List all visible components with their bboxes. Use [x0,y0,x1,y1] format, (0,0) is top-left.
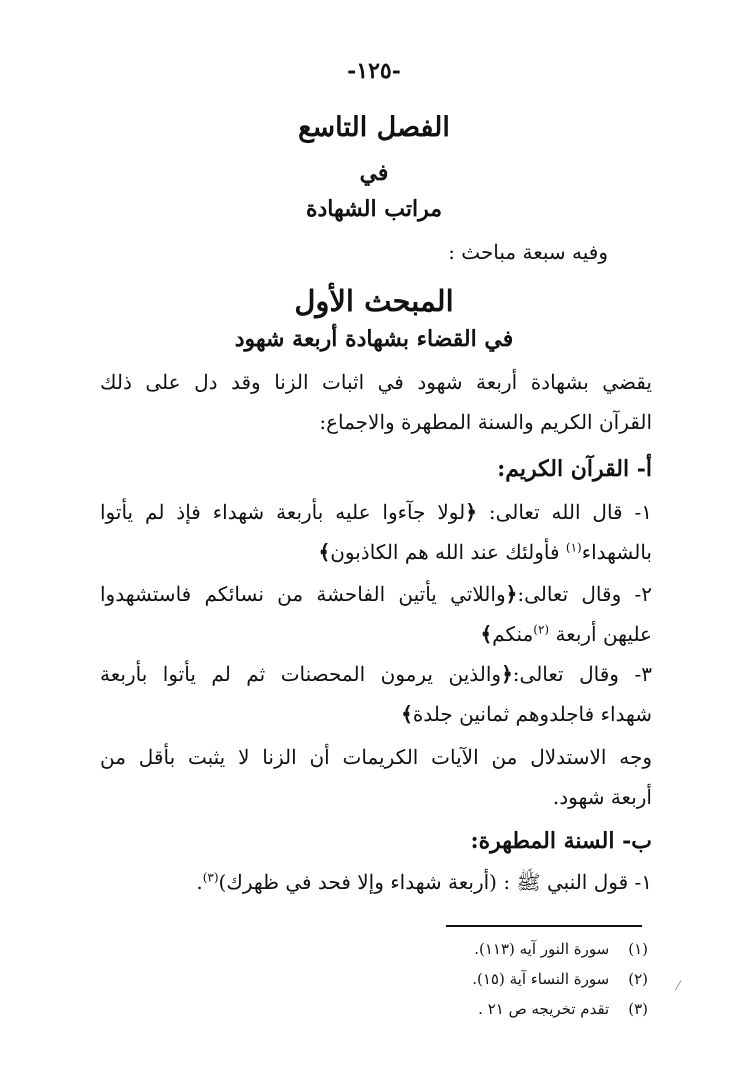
footnote-ref-3: (٣) [202,870,219,885]
chapter-title: الفصل التاسع [298,112,450,143]
sunna-heading: ب- السنة المطهرة: [470,828,652,854]
footnote-text: سورة النساء آية (١٥). [472,970,610,988]
verse-3-text-2: شهداء فاجلدوهم ثمانين جلدة [412,702,652,726]
quran-brace-open: ﴿ [465,500,477,524]
footnote-text: تقدم تخريجه ص ٢١ . [478,1000,610,1018]
verse-2-line-1 [100,582,652,606]
verse-3-line-1 [100,662,652,686]
evidence-line-2: أربعة شهود. [552,785,652,809]
footnote-text: سورة النور آيه (١١٣). [474,940,610,958]
hadith-1-text: ١- قول النبي ﷺ : (أربعة شهداء وإلا فحد في ظهرك) [218,870,652,894]
quran-heading: أ- القرآن الكريم: [497,456,652,482]
hadith-1: ١- قول النبي ﷺ : (أربعة شهداء وإلا فحد في ظهرك)$^{(٣)}$. [196,870,652,894]
section-title: المبحث الأول [294,284,454,318]
footnote-ref-2: (٢) [533,622,550,637]
quran-brace-open: ﴿ [501,662,513,686]
quran-brace-close: ﴾ [318,540,331,564]
verse-1-text: لولا جآءوا عليه بأربعة شهداء فإذ لم يأتوا [100,500,466,524]
footnote-number: (٢) [628,970,648,988]
intro-paragraph-line-1: يقضي بشهادة أربعة شهود في اثبات الزنا وقد دل على ذلك [100,370,652,394]
verse-3-line-2 [100,702,652,726]
verse-2-text-2b: منكم [492,622,534,646]
intro-paragraph-line-2: القرآن الكريم والسنة المطهرة والاجماع: [319,410,652,434]
footnote-number: (٣) [628,1000,648,1018]
evidence-line-1: وجه الاستدلال من الآيات الكريمات أن الزنا لا يثبت بأقل من [100,745,652,769]
verse-2-text: واللاتي يأتين الفاحشة من نسائكم فاستشهدوا [100,582,506,606]
footnote-ref-1: (١) [565,540,582,555]
margin-pencil-mark [674,980,681,991]
verse-1-line-1 [100,500,652,524]
verse-2-prefix: ٢- وقال تعالى: [517,582,652,606]
section-subtitle: في القضاء بشهادة أربعة شهود [234,326,514,352]
verse-1-text-2a: بالشهداء [581,540,652,564]
verse-2-line-2 [100,622,652,646]
verse-1-prefix: ١- قال الله تعالى: [476,500,652,524]
quran-brace-open: ﴿ [505,582,518,606]
verse-3-text: والذين يرمون المحصنات ثم لم يأتوا بأربعة [100,662,502,686]
verse-1-line-2 [100,540,652,564]
verse-1-text-2b: فأولئك عند الله هم الكاذبون [330,540,566,564]
footnote-1 [474,940,648,958]
quran-brace-close: ﴾ [401,702,413,726]
footnote-divider [446,925,642,927]
footnote-2 [472,970,648,988]
quran-brace-close: ﴾ [480,622,493,646]
chapter-preposition: في [359,160,389,186]
verse-3-prefix: ٣- وقال تعالى: [512,662,652,686]
chapter-subtitle: مراتب الشهادة [305,196,443,222]
footnote-number: (١) [628,940,648,958]
footnote-3 [478,1000,648,1018]
verse-2-text-2a: عليهن أربعة [549,622,652,646]
page-number: -١٢٥- [347,58,401,84]
chapter-intro: وفيه سبعة مباحث : [448,240,608,264]
